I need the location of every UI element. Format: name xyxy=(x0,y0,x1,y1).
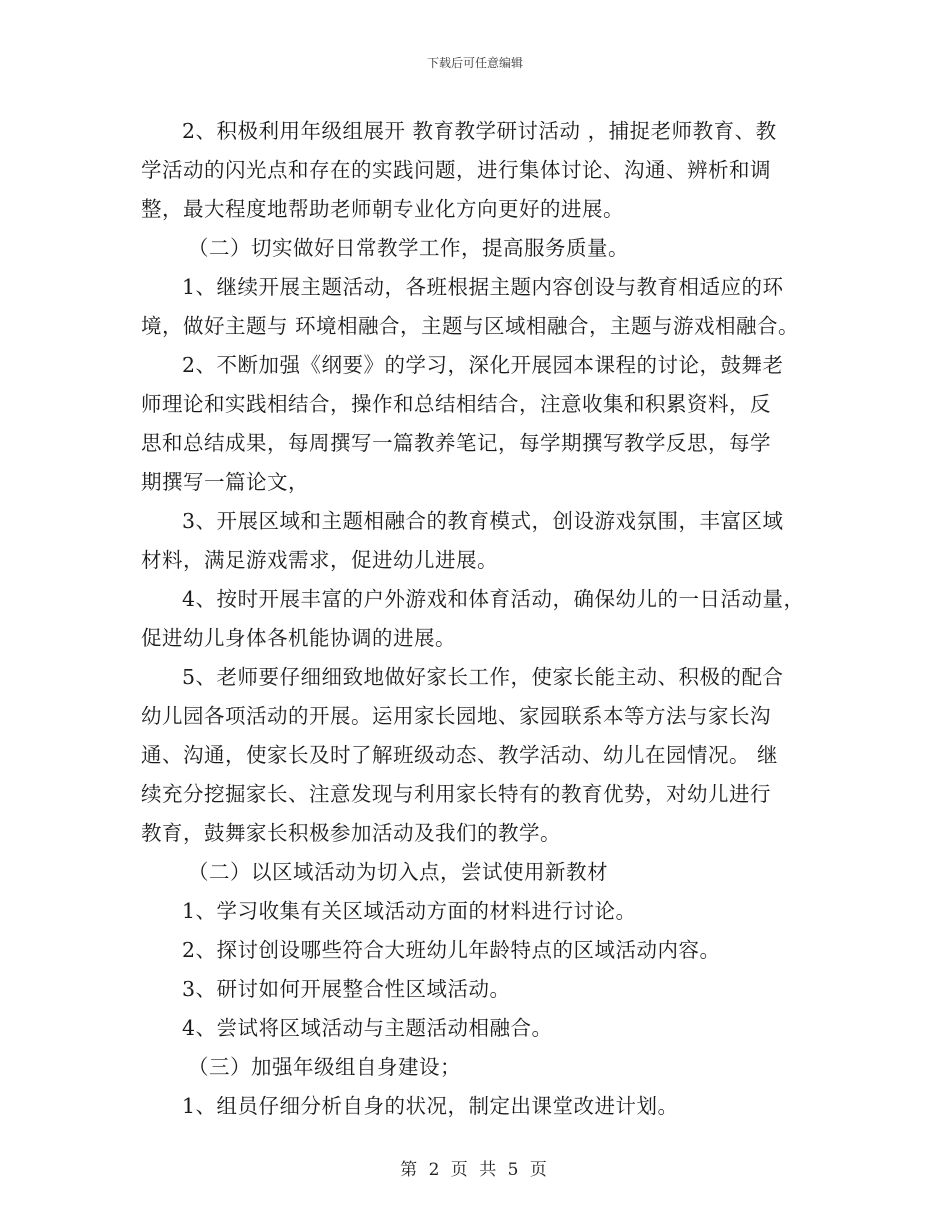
text-line: 境，做好主题与 环境相融合，主题与区域相融合，主题与游戏相融合。 xyxy=(141,314,800,338)
text-line: 教育，鼓舞家长积极参加活动及我们的教学。 xyxy=(141,821,561,845)
text-line: 思和总结成果，每周撰写一篇教养笔记，每学期撰写教学反思，每学 xyxy=(141,431,771,455)
text-line: （二）以区域活动为切入点，尝试使用新教材 xyxy=(188,860,608,884)
text-line: 3、研讨如何开展整合性区域活动。 xyxy=(182,977,511,1001)
text-line: （三）加强年级组自身建设； xyxy=(188,1055,461,1079)
text-line: （二）切实做好日常教学工作，提高服务质量。 xyxy=(188,236,629,260)
document-body xyxy=(141,112,821,1126)
page-header: 下载后可任意编辑 xyxy=(426,56,523,70)
text-line: 3、开展区域和主题相融合的教育模式，创设游戏氛围，丰富区域 xyxy=(182,509,784,533)
text-line: 师理论和实践相结合，操作和总结相结合，注意收集和积累资料，反 xyxy=(141,392,771,416)
text-line: 1、继续开展主题活动，各班根据主题内容创设与教育相适应的环 xyxy=(182,275,784,299)
text-line: 2、探讨创设哪些符合大班幼儿年龄特点的区域活动内容。 xyxy=(182,938,721,962)
text-line: 材料，满足游戏需求，促进幼儿进展。 xyxy=(141,548,498,572)
text-line: 2、不断加强《纲要》的学习，深化开展园本课程的讨论，鼓舞老 xyxy=(182,353,784,377)
text-line: 整，最大程度地帮助老师朝专业化方向更好的进展。 xyxy=(141,197,624,221)
text-line: 4、按时开展丰富的户外游戏和体育活动，确保幼儿的一日活动量， xyxy=(182,587,805,611)
text-line: 期撰写一篇论文， xyxy=(141,470,309,494)
text-line: 1、学习收集有关区域活动方面的材料进行讨论。 xyxy=(182,899,637,923)
text-line: 学活动的闪光点和存在的实践问题，进行集体讨论、沟通、辨析和调 xyxy=(141,158,771,182)
text-line: 2、积极利用年级组展开 教育教学研讨活动 ，捕捉老师教育、教 xyxy=(182,119,777,143)
text-line: 通、沟通，使家长及时了解班级动态、教学活动、幼儿在园情况。 继 xyxy=(141,743,779,767)
text-line: 续充分挖掘家长、注意发现与利用家长特有的教育优势，对幼儿进行 xyxy=(141,782,771,806)
text-line: 5、老师要仔细细致地做好家长工作，使家长能主动、积极的配合 xyxy=(182,665,784,689)
text-line: 4、尝试将区域活动与主题活动相融合。 xyxy=(182,1016,553,1040)
text-line: 幼儿园各项活动的开展。运用家长园地、家园联系本等方法与家长沟 xyxy=(141,704,771,728)
text-line: 1、组员仔细分析自身的状况，制定出课堂改进计划。 xyxy=(182,1094,679,1118)
text-line: 促进幼儿身体各机能协调的进展。 xyxy=(141,626,456,650)
page-footer: 第 2 页 共 5 页 xyxy=(400,1160,550,1180)
